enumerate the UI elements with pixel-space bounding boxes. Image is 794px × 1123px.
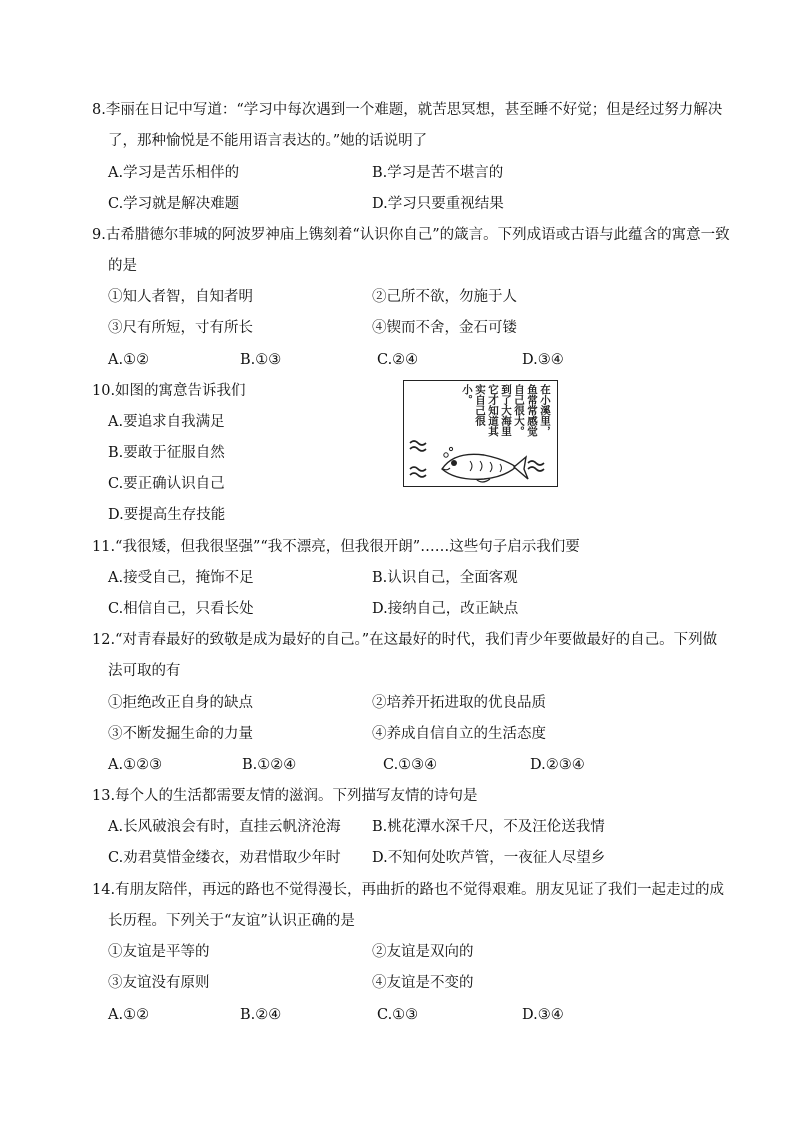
fish-illustration-icon: [404, 381, 557, 486]
q9-option-a: A.①②: [108, 352, 150, 368]
q9-stem-line1: 9.古希腊德尔菲城的阿波罗神庙上镌刻着“认识你自己”的箴言。下列成语或古语与此蕴含的寓意一致: [92, 227, 730, 243]
cartoon-caption: 在小溪里，鱼常常感觉自己很大。到了大海里它才知道其实自己很小。: [461, 384, 551, 437]
q12-item-2: ②培养开拓进取的优良品质: [372, 695, 546, 711]
q12-item-4: ④养成自信自立的生活态度: [372, 726, 546, 742]
q12-option-b: B.①②④: [242, 757, 297, 773]
q9-option-d: D.③④: [522, 352, 564, 368]
q12-option-d: D.②③④: [530, 757, 585, 773]
q12-stem-line1: 12.“对青春最好的致敬是成为最好的自己。”在这最好的时代，我们青少年要做最好的自己。下列做: [92, 632, 718, 648]
q14-option-d: D.③④: [522, 1007, 564, 1023]
q8-stem-line1: 8.李丽在日记中写道：“学习中每次遇到一个难题，就苦思冥想，甚至睡不好觉；但是经过努力解决: [92, 102, 723, 118]
q14-item-3: ③友谊没有原则: [108, 975, 210, 991]
q9-item-1: ①知人者智，自知者明: [108, 289, 253, 305]
q12-item-3: ③不断发掘生命的力量: [108, 726, 253, 742]
q13-option-d: D.不知何处吹芦管，一夜征人尽望乡: [372, 850, 606, 866]
q12-stem-line2: 法可取的有: [108, 663, 181, 679]
q14-option-b: B.②④: [240, 1007, 282, 1023]
q8-option-b: B.学习是苦不堪言的: [372, 165, 504, 181]
q14-item-2: ②友谊是双向的: [372, 944, 474, 960]
q8-option-a: A.学习是苦乐相伴的: [108, 165, 240, 181]
q10-option-a: A.要追求自我满足: [108, 414, 225, 430]
q13-option-c: C.劝君莫惜金缕衣，劝君惜取少年时: [108, 850, 341, 866]
q10-option-d: D.要提高生存技能: [108, 507, 226, 523]
q12-item-1: ①拒绝改正自身的缺点: [108, 695, 253, 711]
q8-option-c: C.学习就是解决难题: [108, 196, 240, 212]
q14-option-c: C.①③: [377, 1007, 419, 1023]
q11-option-c: C.相信自己，只看长处: [108, 601, 254, 617]
q14-item-4: ④友谊是不变的: [372, 975, 474, 991]
q9-option-b: B.①③: [240, 352, 282, 368]
q11-stem: 11.“我很矮，但我很坚强”“我不漂亮，但我很开朗”……这些句子启示我们要: [92, 539, 580, 555]
q14-option-a: A.①②: [108, 1007, 150, 1023]
q11-option-d: D.接纳自己，改正缺点: [372, 601, 519, 617]
q13-option-a: A.长风破浪会有时，直挂云帆济沧海: [108, 819, 341, 835]
q10-stem: 10.如图的寓意告诉我们: [92, 383, 246, 399]
q10-option-c: C.要正确认识自己: [108, 476, 225, 492]
fish-cartoon: [403, 380, 558, 487]
q11-option-a: A.接受自己，掩饰不足: [108, 570, 254, 586]
q13-option-b: B.桃花潭水深千尺，不及汪伦送我情: [372, 819, 605, 835]
q14-stem-line2: 长历程。下列关于“友谊”认识正确的是: [108, 913, 355, 929]
q9-option-c: C.②④: [377, 352, 419, 368]
q9-item-3: ③尺有所短，寸有所长: [108, 320, 253, 336]
q11-option-b: B.认识自己，全面客观: [372, 570, 518, 586]
q9-item-2: ②己所不欲，勿施于人: [372, 289, 517, 305]
q12-option-c: C.①③④: [383, 757, 438, 773]
q13-stem: 13.每个人的生活都需要友情的滋润。下列描写友情的诗句是: [92, 788, 478, 804]
q8-stem-line2: 了，那种愉悦是不能用语言表达的。”她的话说明了: [108, 133, 428, 149]
q10-option-b: B.要敢于征服自然: [108, 445, 225, 461]
q8-option-d: D.学习只要重视结果: [372, 196, 504, 212]
q14-stem-line1: 14.有朋友陪伴，再远的路也不觉得漫长，再曲折的路也不觉得艰难。朋友见证了我们一起走过的成: [92, 882, 725, 898]
q14-item-1: ①友谊是平等的: [108, 944, 210, 960]
q12-option-a: A.①②③: [108, 757, 163, 773]
q9-item-4: ④锲而不舍，金石可镂: [372, 320, 517, 336]
q9-stem-line2: 的是: [108, 258, 137, 274]
